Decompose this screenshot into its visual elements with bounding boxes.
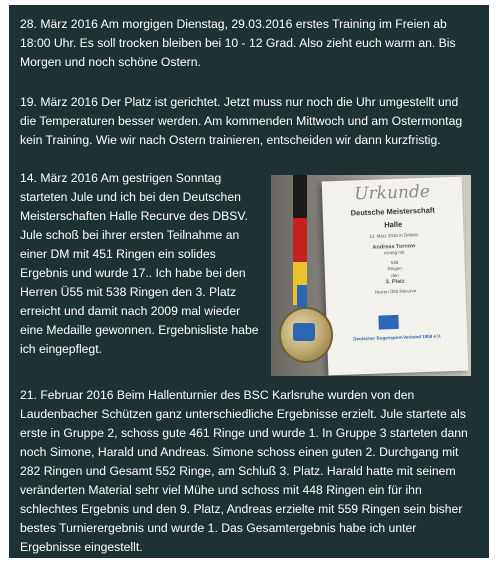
certificate-heading-line1: Deutsche Meisterschaft bbox=[350, 205, 435, 218]
news-post-1: 28. März 2016 Am morgigen Dienstag, 29.03.2016 erstes Training im Freien ab 18:00 Uhr. Es soll trocken bleiben bei 10 - 12 Grad. Also zieht euch warm an. Bis Morgen und noch schöne Ostern. bbox=[20, 17, 456, 69]
certificate-heading-line2: Halle bbox=[384, 219, 403, 230]
certificate-class: Herren Ü55 Recurve bbox=[374, 287, 417, 295]
news-post-4: 21. Februar 2016 Beim Hallenturnier des BSC Karlsruhe wurden von den Laudenbacher Schützen ganz unterschiedliche Ergebnisse erzielt. Jule startete als erste in Gruppe 2, schoss gute 461 Ringe und wurde 1. In Gruppe 3 starteten dann noch Simone, Harald und Andreas. Simone schoss einen guten 2. Durchgang mit 282 Ringen und Gesamt 552 Ringe, am Schluß 3. Platz. Harald hatte mit seinem veränderten Material sehr viel Mühe und schoss mit 448 Ringen ein für ihn schlechtes Ergebnis und den 9. Platz, Andreas erzielte mit 559 Ringen sein bisher bestes Turnierergebnis und wurde 1. Das Gesamtergebnis habe ich unter Ergebnisse eingestellt. bbox=[20, 388, 468, 554]
medal-icon bbox=[279, 307, 333, 363]
certificate-paper bbox=[322, 177, 469, 376]
news-panel bbox=[9, 5, 489, 558]
certificate-title: Urkunde bbox=[353, 181, 431, 205]
certificate-ringen: Ringen bbox=[387, 265, 402, 272]
certificate-score: 538 bbox=[390, 259, 399, 265]
certificate-photo bbox=[271, 175, 471, 376]
news-post-3: 14. März 2016 Am gestrigen Sonntag starteten Jule und ich bei den Deutschen Meisterschaften Halle Recurve des DBSV. Jule schoß bei ihrer ersten Teilnahme an einer DM mit 451 Ringen ein solides Ergebnis und wurde 17.. Ich habe bei den Herren Ü55 mit 538 Ringen den 3. Platz erreicht und damit nach 2009 mal wieder eine Medaille gewonnen. Ergebnisliste habe ich eingepflegt. bbox=[20, 171, 259, 356]
certificate-name: Andreas Tornow bbox=[372, 242, 416, 251]
certificate-date: 13. März 2016 in Döbeln bbox=[368, 232, 419, 239]
certificate-den: den bbox=[391, 272, 399, 278]
certificate-place: 3. Platz bbox=[385, 278, 405, 286]
certificate-errang: errang mit bbox=[383, 249, 405, 256]
news-post-2: 19. März 2016 Der Platz ist gerichtet. Jetzt muss nur noch die Uhr umgestellt und die Temperaturen besser werden. Am kommenden Mittwoch und am Ostermontag kein Training. Wie wir nach Ostern trainieren, entscheiden wir dann kurzfristig. bbox=[20, 95, 463, 147]
dbsv-logo bbox=[378, 315, 398, 330]
certificate-org: Deutscher Bogensport-Verband 1959 e.V. bbox=[353, 333, 442, 342]
